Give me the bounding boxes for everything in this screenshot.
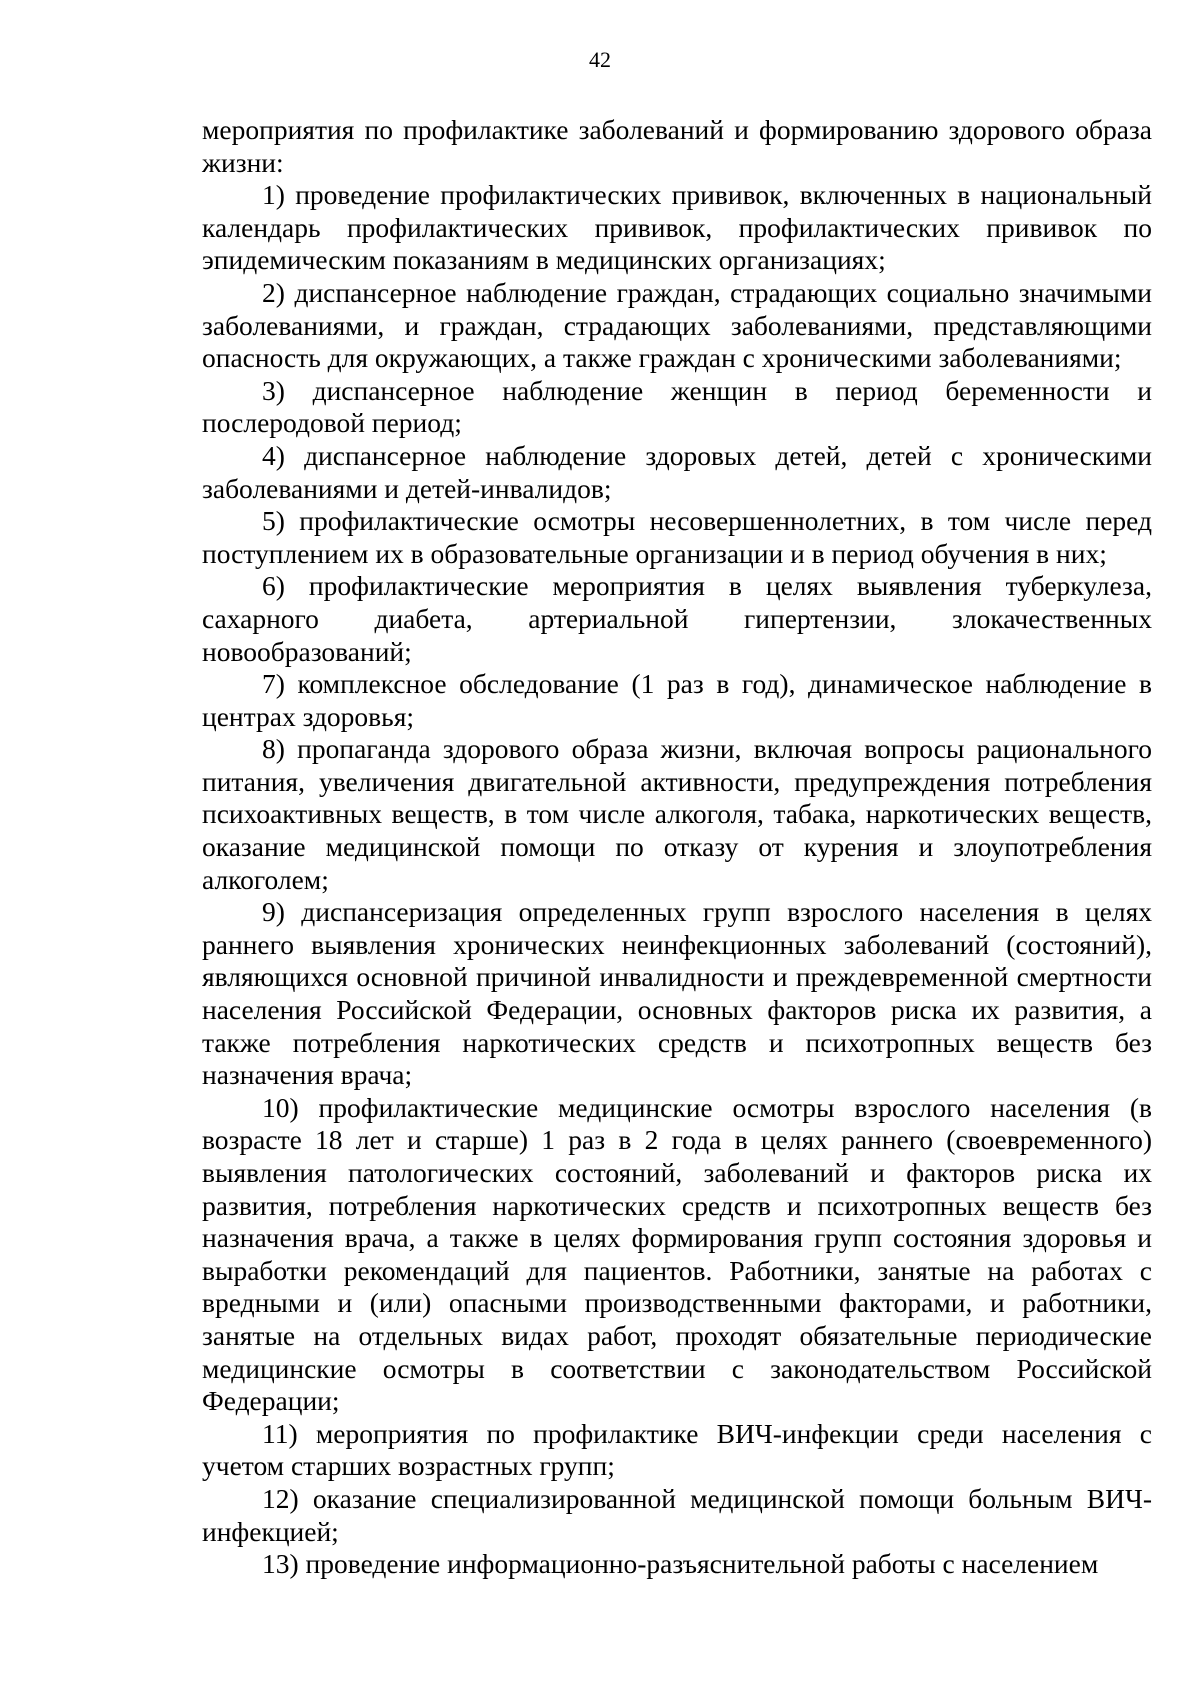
list-item-2: 2) диспансерное наблюдение граждан, страдающих социально значимыми заболеваниями, и граждан, страдающих заболеваниями, представляющими опасность для окружающих, а также граждан с хроническими заболеваниями; xyxy=(202,276,1152,374)
list-item-6: 6) профилактические мероприятия в целях выявления туберкулеза, сахарного диабета, артериальной гипертензии, злокачественных новообразований; xyxy=(202,570,1152,667)
list-item-4: 4) диспансерное наблюдение здоровых детей, детей с хроническими заболеваниями и детей-инвалидов; xyxy=(202,439,1152,504)
list-item-1: 1) проведение профилактических прививок, включенных в национальный календарь профилактических прививок, профилактических прививок по эпидемическим показаниям в медицинских организациях; xyxy=(202,179,1152,276)
list-item-9: 9) диспансеризация определенных групп взрослого населения в целях раннего выявления хронических неинфекционных заболеваний (состояний), являющихся основной причиной инвалидности и преждевременной смертности населения Российской Федерации, основных факторов риска их развития, а также потребления наркотических средств и психотропных веществ без назначения врача; xyxy=(202,896,1152,1091)
list-item-5: 5) профилактические осмотры несовершеннолетних, в том числе перед поступлением их в образовательные организации и в период обучения в них; xyxy=(202,505,1152,569)
list-item-8: 8) пропаганда здорового образа жизни, включая вопросы рационального питания, увеличения двигательной активности, предупреждения потребления психоактивных веществ, в том числе алкоголя, табака, наркотических веществ, оказание медицинской помощи по отказу от курения и злоупотребления алкоголем; xyxy=(202,733,1152,895)
list-item-10: 10) профилактические медицинские осмотры взрослого населения (в возрасте 18 лет и старше) 1 раз в 2 года в целях раннего (своевременного) выявления патологических состояний, заболеваний и факторов риска их развития, потребления наркотических средств и психотропных веществ без назначения врача, а также в целях формирования групп состояния здоровья и выработки рекомендаций для пациентов. Работники, занятые на работах с вредными и (или) опасными производственными факторами, и работники, занятые на отдельных видах работ, проходят обязательные периодические медицинские осмотры в соответствии с законодательством Российской Федерации; xyxy=(202,1091,1152,1417)
list-item-7: 7) комплексное обследование (1 раз в год), динамическое наблюдение в центрах здоровья; xyxy=(202,668,1152,732)
document-body xyxy=(202,114,1152,1581)
list-item-3: 3) диспансерное наблюдение женщин в период беременности и послеродовой период; xyxy=(202,374,1152,439)
page-number: 42 xyxy=(589,47,611,72)
intro-paragraph: мероприятия по профилактике заболеваний и формированию здорового образа жизни: xyxy=(202,114,1152,178)
list-item-11: 11) мероприятия по профилактике ВИЧ-инфекции среди населения с учетом старших возрастных групп; xyxy=(202,1417,1152,1482)
list-item-13: 13) проведение информационно-разъяснительной работы с населением xyxy=(262,1548,1099,1580)
list-item-12: 12) оказание специализированной медицинской помощи больным ВИЧ-инфекцией; xyxy=(202,1482,1152,1547)
